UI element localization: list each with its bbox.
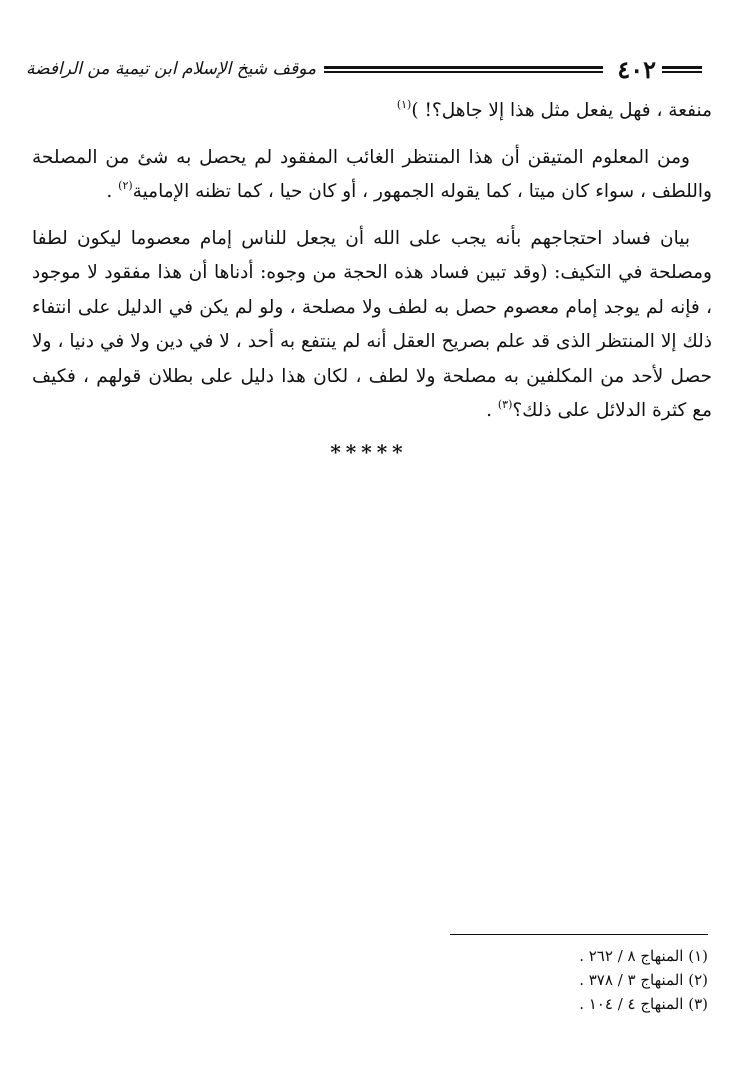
paragraph-2 xyxy=(32,141,712,210)
section-separator: ***** xyxy=(330,440,408,464)
header-rule-long xyxy=(324,66,603,73)
paragraph-3-end: . xyxy=(486,400,498,421)
paragraph-3-text: بيان فساد احتجاجهم بأنه يجب على الله أن يجعل للناس إمام معصوما ليكون لطفا ومصلحة في التكيف: (وقد تبين فساد هذه الحجة من وجوه: أدناها أن هذا مفقود لا موجود ، فإنه لم يوجد إمام معصوم حصل به لطف ولا مصلحة ، ولو لم يكن في الدليل على انتفاء ذلك إلا المنتظر الذى قد علم بصريح العقل أنه لم ينتفع به أحد ، لا في دين ولا في دنيا ، ولا حصل لأحد من المكلفين به مصلحة ولا لطف ، لكان هذا دليل على بطلان قولهم ، فكيف مع كثرة الدلائل على ذلك؟ xyxy=(32,227,712,421)
footnote-ref-1: (١) xyxy=(396,98,412,111)
footnotes xyxy=(408,944,708,1016)
paragraph-continuation xyxy=(32,94,712,129)
page-header xyxy=(26,52,702,86)
footnote-ref-3: (٣) xyxy=(497,398,513,411)
footnote-3: (٣) المنهاج ٤ / ١٠٤ . xyxy=(579,995,708,1013)
page-number: ٤٠٢ xyxy=(617,54,656,84)
paragraph-3 xyxy=(32,222,712,429)
header-rule-short xyxy=(662,66,702,73)
footnote-2: (٢) المنهاج ٣ / ٣٧٨ . xyxy=(579,971,708,989)
paragraph-2-text: ومن المعلوم المتيقن أن هذا المنتظر الغائب المفقود لم يحصل به شئ من المصلحة واللطف ، سواء كان ميتا ، كما يقوله الجمهور ، أو كان حيا ، كما تظنه الإمامية xyxy=(32,146,712,202)
running-title: موقف شيخ الإسلام ابن تيمية من الرافضة xyxy=(26,59,317,79)
footnote-ref-2: (٢) xyxy=(118,179,133,192)
main-text xyxy=(32,94,712,429)
footnote-1: (١) المنهاج ٨ / ٢٦٢ . xyxy=(579,947,708,965)
continuation-text: منفعة ، فهل يفعل مثل هذا إلا جاهل؟! ) xyxy=(411,100,712,121)
paragraph-2-end: . xyxy=(106,181,119,202)
footnote-divider xyxy=(450,934,708,935)
